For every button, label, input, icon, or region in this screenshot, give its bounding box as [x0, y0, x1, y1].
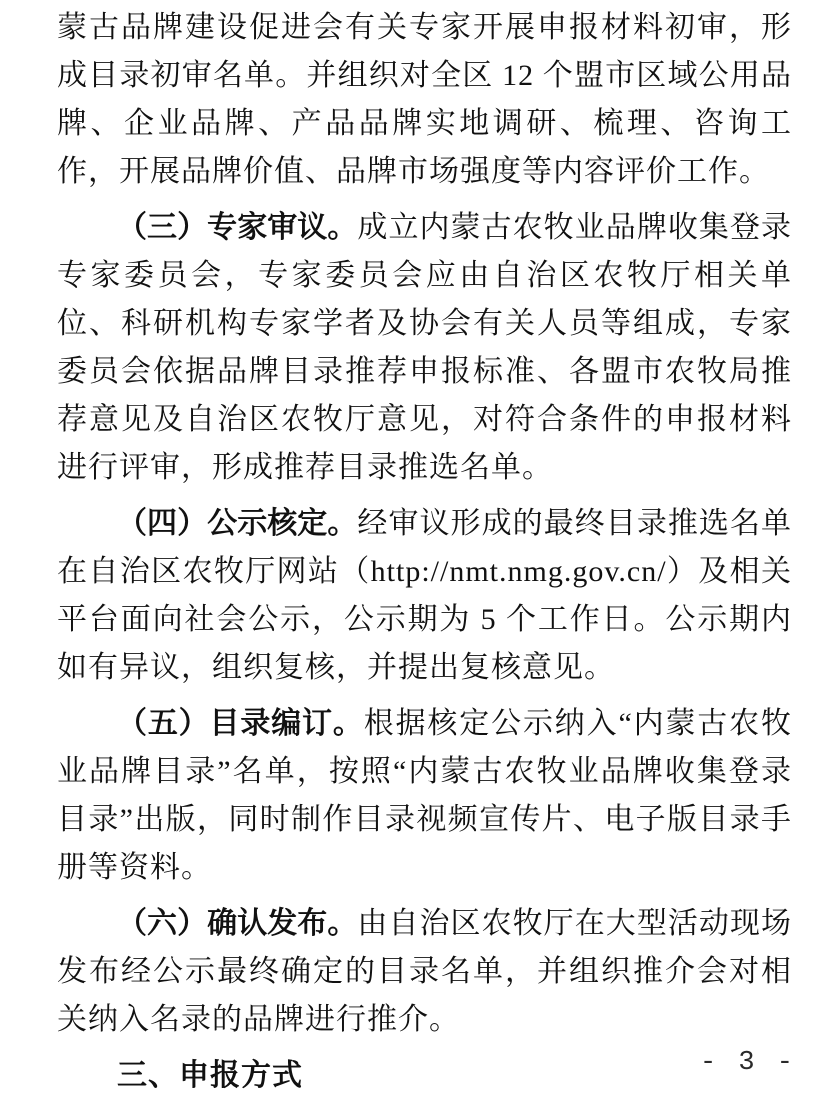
paragraph-text: 蒙古品牌建设促进会有关专家开展申报材料初审，形成目录初审名单。并组织对全区 12 个盟市区域公用品牌、企业品牌、产品品牌实地调研、梳理、咨询工作，开展品牌价值、品牌市场强度等内容评价工作。 — [57, 11, 792, 188]
paragraph — [57, 4, 792, 196]
section-heading: 三、申报方式 — [117, 1059, 303, 1092]
paragraph-text: 由自治区农牧厅在大型活动现场发布经公示最终确定的目录名单，并组织推介会对相关纳入名录的品牌进行推介。 — [57, 907, 793, 1036]
paragraph-lead: （四）公示核定。 — [117, 507, 358, 540]
paragraph-text: 成立内蒙古农牧业品牌收集登录专家委员会，专家委员会应由自治区农牧厅相关单位、科研机构专家学者及协会有关人员等组成，专家委员会依据品牌目录推荐申报标准、各盟市农牧局推荐意见及自治区农牧厅意见，对符合条件的申报材料进行评审，形成推荐目录推选名单。 — [57, 211, 793, 484]
document-page — [57, 4, 792, 1100]
paragraph-text: 根据核定公示纳入“内蒙古农牧业品牌目录”名单，按照“内蒙古农牧业品牌收集登录目录”出版，同时制作目录视频宣传片、电子版目录手册等资料。 — [57, 707, 792, 884]
paragraph — [57, 204, 792, 492]
paragraph — [57, 500, 792, 692]
paragraph-lead: （六）确认发布。 — [117, 907, 358, 940]
page-number: - 3 - — [699, 1048, 796, 1078]
paragraph-lead: （三）专家审议。 — [117, 211, 358, 244]
paragraph-lead: （五）目录编订。 — [117, 707, 364, 740]
paragraph — [57, 700, 792, 892]
paragraph-text: 经审议形成的最终目录推选名单在自治区农牧厅网站（http://nmt.nmg.gov.cn/）及相关平台面向社会公示，公示期为 5 个工作日。公示期内如有异议，组织复核，并提出复核意见。 — [57, 507, 793, 684]
paragraph — [57, 900, 792, 1044]
